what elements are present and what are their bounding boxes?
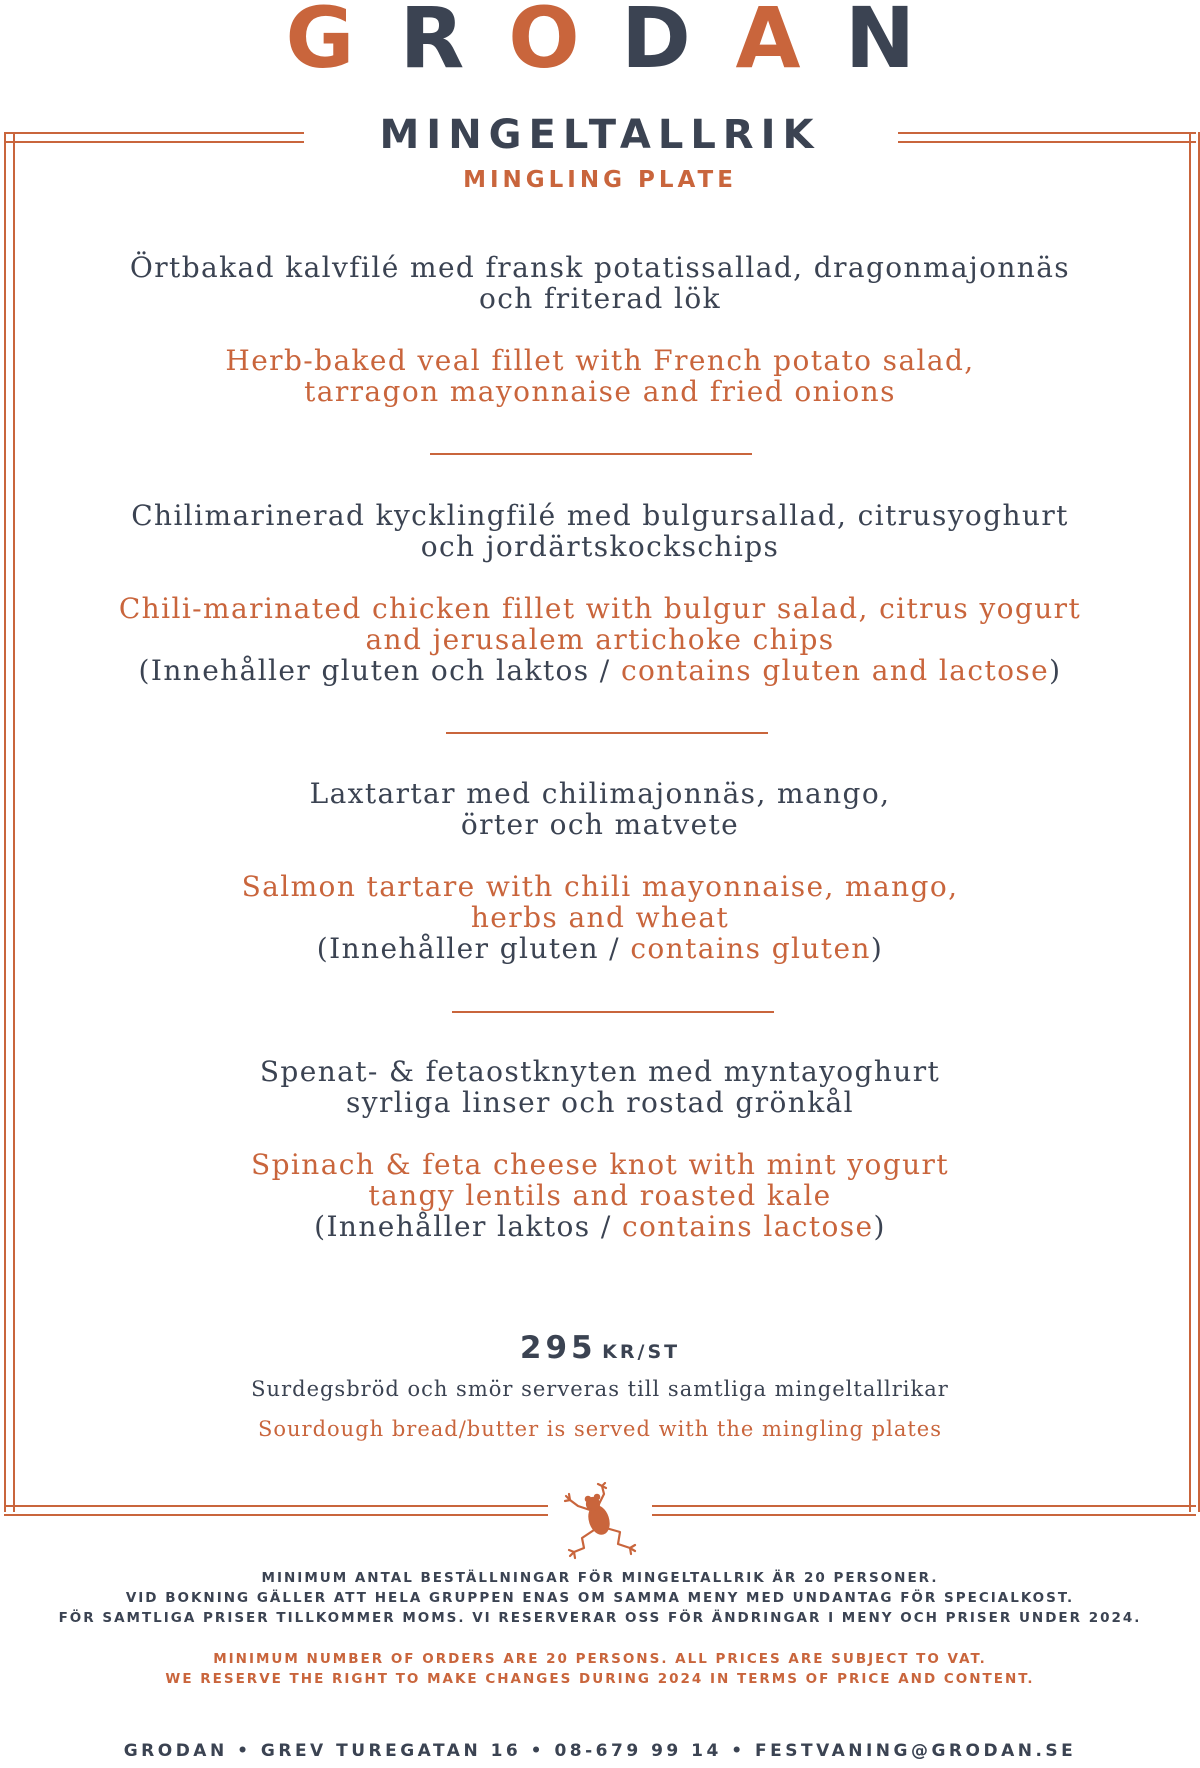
menu-title: MINGELTALLRIK (379, 112, 821, 158)
dish-english-line: tarragon mayonnaise and fried onions (304, 375, 896, 408)
dish-english-line: herbs and wheat (470, 901, 730, 934)
dish-swedish-line: och friterad lök (478, 282, 722, 315)
logo-letter: O (508, 0, 580, 87)
terms-english (0, 1649, 1200, 1689)
grodan-logo (0, 0, 1200, 87)
dish-swedish-line: Chilimarinerad kycklingfilé med bulgursallad, citrusyoghurt (131, 499, 1069, 532)
terms-line: FÖR SAMTLIGA PRISER TILLKOMMER MOMS. VI RESERVERAR OSS FÖR ÄNDRINGAR I MENY OCH PRISER UNDER 2024. (58, 1610, 1142, 1626)
dish-item (60, 500, 1140, 686)
dish-swedish-line: örter och matvete (460, 808, 740, 841)
section-divider (430, 453, 752, 455)
logo-letter: A (735, 0, 801, 87)
bread-note-swedish: Surdegsbröd och smör serveras till samtliga mingeltallrikar (251, 1377, 949, 1401)
terms-line: VID BOKNING GÄLLER ATT HELA GRUPPEN ENAS OM SAMMA MENY MED UNDANTAG FÖR SPECIALKOST. (125, 1590, 1075, 1606)
frame-bottom-left-border (4, 1505, 548, 1516)
allergen-info (60, 1211, 1140, 1242)
allergen-swedish: (Innehåller laktos / (314, 1210, 622, 1243)
dish-swedish-line: Örtbakad kalvfilé med fransk potatissallad, dragonmajonnäs (129, 251, 1071, 284)
dish-english-line: tangy lentils and roasted kale (368, 1179, 832, 1212)
dish-item (60, 778, 1140, 964)
logo-letter: G (285, 0, 355, 87)
price-tag (0, 1328, 1200, 1373)
terms-swedish (0, 1568, 1200, 1628)
allergen-swedish: (Innehåller gluten och laktos / (138, 654, 621, 687)
allergen-close: ) (1049, 654, 1062, 687)
frame-left-border (4, 132, 15, 1512)
terms-line: MINIMUM NUMBER OF ORDERS ARE 20 PERSONS. ALL PRICES ARE SUBJECT TO VAT. (213, 1651, 987, 1667)
dish-english-line: and jerusalem artichoke chips (365, 623, 835, 656)
price-unit: KR/ST (602, 1341, 681, 1363)
terms-line: MINIMUM ANTAL BESTÄLLNINGAR FÖR MINGELTALLRIK ÄR 20 PERSONER. (261, 1570, 939, 1586)
contact-footer: GRODAN • GREV TUREGATAN 16 • 08-679 99 14 • FESTVANING@GRODAN.SE (123, 1741, 1077, 1761)
terms-line: WE RESERVE THE RIGHT TO MAKE CHANGES DURING 2024 IN TERMS OF PRICE AND CONTENT. (165, 1671, 1035, 1687)
dish-english-line: Herb-baked veal fillet with French potato salad, (225, 344, 975, 377)
frog-icon (560, 1482, 640, 1562)
allergen-close: ) (870, 932, 884, 965)
logo-letter: R (399, 0, 465, 87)
dish-swedish-line: Spenat- & fetaostknyten med myntayoghurt (259, 1055, 941, 1088)
allergen-info (60, 655, 1140, 686)
allergen-swedish: (Innehåller gluten / (316, 932, 631, 965)
dish-english-line: Salmon tartare with chili mayonnaise, mango, (241, 870, 959, 903)
dish-item (60, 1056, 1140, 1242)
price-amount: 295 (519, 1330, 597, 1366)
allergen-close: ) (873, 1210, 886, 1243)
allergen-info (60, 933, 1140, 964)
section-divider (446, 732, 768, 734)
logo-letter: N (844, 0, 916, 87)
dish-swedish-line: och jordärtskockschips (420, 530, 780, 563)
logo-letter: D (621, 0, 691, 87)
allergen-english: contains gluten (630, 932, 871, 965)
frame-bottom-right-border (652, 1505, 1196, 1516)
frame-right-border (1189, 132, 1200, 1512)
dish-swedish-line: syrliga linser och rostad grönkål (345, 1086, 855, 1119)
dish-swedish-line: Laxtartar med chilimajonnäs, mango, (309, 777, 891, 810)
allergen-english: contains lactose (621, 1210, 874, 1243)
section-divider (452, 1011, 774, 1013)
bread-note-english: Sourdough bread/butter is served with the mingling plates (258, 1417, 942, 1441)
menu-subtitle: MINGLING PLATE (463, 167, 737, 193)
allergen-english: contains gluten and lactose (620, 654, 1050, 687)
dish-english-line: Spinach & feta cheese knot with mint yogurt (251, 1148, 949, 1181)
dish-english-line: Chili-marinated chicken fillet with bulgur salad, citrus yogurt (118, 592, 1082, 625)
dish-item (60, 252, 1140, 407)
